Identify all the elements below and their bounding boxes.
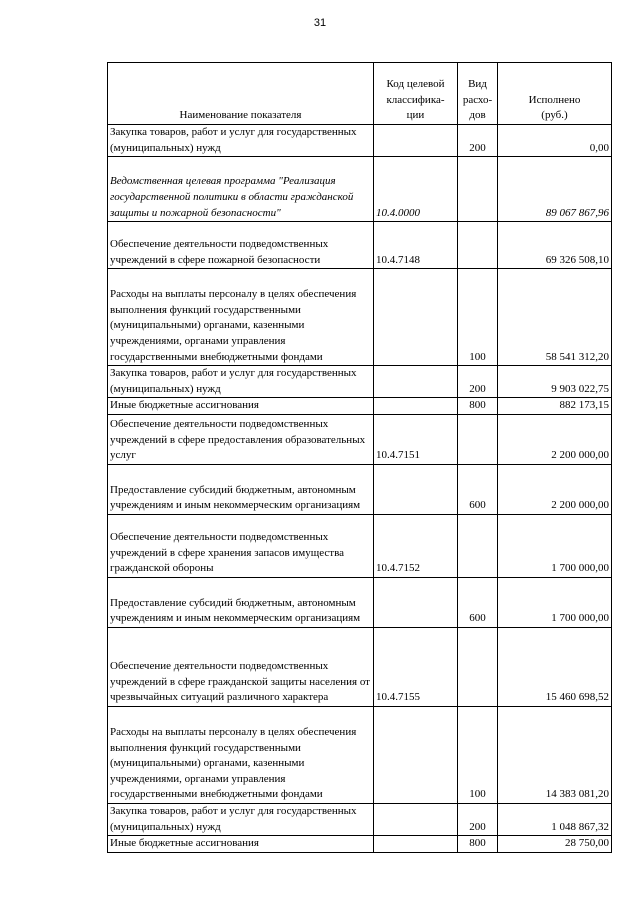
header-type-line2: расхо-	[462, 93, 493, 106]
table-row	[108, 414, 612, 464]
row-type-cell	[458, 514, 498, 577]
header-amount	[498, 63, 612, 125]
row-type-cell	[458, 222, 498, 269]
row-type-cell	[458, 157, 498, 222]
row-amount-cell: 882 173,15	[498, 398, 612, 415]
row-name-cell: Предоставление субсидий бюджетным, автономным учреждениям и иным некоммерческим организациям	[108, 577, 374, 627]
row-type-cell: 600	[458, 577, 498, 627]
row-code-cell	[374, 836, 458, 853]
page-number: 31	[313, 17, 327, 29]
row-code-cell: 10.4.7148	[374, 222, 458, 269]
row-type-cell: 200	[458, 125, 498, 157]
budget-table	[107, 62, 612, 853]
row-code-cell: 10.4.7155	[374, 627, 458, 706]
header-code-line1: Код целевой	[386, 78, 445, 91]
header-code-line2: классифика-	[386, 93, 445, 106]
header-code-line3: ции	[406, 109, 425, 122]
table-row	[108, 464, 612, 514]
table-header-row	[108, 63, 612, 125]
row-amount-cell: 69 326 508,10	[498, 222, 612, 269]
table-row	[108, 706, 612, 803]
row-code-cell: 10.4.7152	[374, 514, 458, 577]
row-code-cell	[374, 269, 458, 366]
table-row	[108, 803, 612, 835]
header-code	[374, 63, 458, 125]
row-type-cell: 100	[458, 269, 498, 366]
row-name-cell: Закупка товаров, работ и услуг для государственных (муниципальных) нужд	[108, 125, 374, 157]
row-code-cell	[374, 803, 458, 835]
table-row	[108, 577, 612, 627]
header-amount-line1: Исполнено	[528, 93, 581, 106]
row-name-cell: Закупка товаров, работ и услуг для государственных (муниципальных) нужд	[108, 366, 374, 398]
row-code-cell	[374, 398, 458, 415]
table-row	[108, 157, 612, 222]
header-name-text: Наименование показателя	[179, 109, 302, 122]
row-name-cell: Обеспечение деятельности подведомственных учреждений в сфере хранения запасов имущества гражданской обороны	[108, 514, 374, 577]
row-code-cell	[374, 125, 458, 157]
row-amount-cell: 9 903 022,75	[498, 366, 612, 398]
row-amount-cell: 15 460 698,52	[498, 627, 612, 706]
row-type-cell: 100	[458, 706, 498, 803]
row-type-cell: 600	[458, 464, 498, 514]
row-name-cell: Предоставление субсидий бюджетным, автономным учреждениям и иным некоммерческим организациям	[108, 464, 374, 514]
row-type-cell: 200	[458, 803, 498, 835]
row-amount-cell: 28 750,00	[498, 836, 612, 853]
row-amount-cell: 1 048 867,32	[498, 803, 612, 835]
table-body	[108, 125, 612, 853]
row-code-cell	[374, 366, 458, 398]
row-amount-cell: 1 700 000,00	[498, 514, 612, 577]
row-type-cell	[458, 627, 498, 706]
row-name-cell: Закупка товаров, работ и услуг для государственных (муниципальных) нужд	[108, 803, 374, 835]
header-type	[458, 63, 498, 125]
row-type-cell: 200	[458, 366, 498, 398]
row-amount-cell: 2 200 000,00	[498, 414, 612, 464]
row-amount-cell: 14 383 081,20	[498, 706, 612, 803]
row-amount-cell: 1 700 000,00	[498, 577, 612, 627]
table-row	[108, 366, 612, 398]
row-code-cell: 10.4.0000	[374, 157, 458, 222]
row-name-cell: Обеспечение деятельности подведомственных учреждений в сфере пожарной безопасности	[108, 222, 374, 269]
header-amount-line2: (руб.)	[541, 109, 568, 122]
table-row	[108, 269, 612, 366]
row-name-cell: Обеспечение деятельности подведомственных учреждений в сфере гражданской защиты населения от чрезвычайных ситуаций различного характера	[108, 627, 374, 706]
header-name	[108, 63, 374, 125]
row-amount-cell: 89 067 867,96	[498, 157, 612, 222]
header-type-line3: дов	[469, 109, 486, 122]
row-type-cell: 800	[458, 398, 498, 415]
row-name-cell: Иные бюджетные ассигнования	[108, 836, 374, 853]
row-code-cell	[374, 577, 458, 627]
table-row	[108, 836, 612, 853]
row-code-cell	[374, 464, 458, 514]
row-name-cell: Расходы на выплаты персоналу в целях обеспечения выполнения функций государственными (муниципальными) органами, казенными учреждениями, органами управления государственными внебюджетными фондами	[108, 269, 374, 366]
row-name-cell: Ведомственная целевая программа "Реализация государственной политики в области гражданской защиты и пожарной безопасности"	[108, 157, 374, 222]
row-name-cell: Расходы на выплаты персоналу в целях обеспечения выполнения функций государственными (муниципальными) органами, казенными учреждениями, органами управления государственными внебюджетными фондами	[108, 706, 374, 803]
row-type-cell: 800	[458, 836, 498, 853]
table-row	[108, 627, 612, 706]
row-amount-cell: 2 200 000,00	[498, 464, 612, 514]
table-row	[108, 222, 612, 269]
row-name-cell: Иные бюджетные ассигнования	[108, 398, 374, 415]
row-amount-cell: 0,00	[498, 125, 612, 157]
table-row	[108, 514, 612, 577]
row-name-cell: Обеспечение деятельности подведомственных учреждений в сфере предоставления образовательных услуг	[108, 414, 374, 464]
header-type-line1: Вид	[468, 78, 487, 91]
row-amount-cell: 58 541 312,20	[498, 269, 612, 366]
table-row	[108, 125, 612, 157]
row-code-cell	[374, 706, 458, 803]
table-row	[108, 398, 612, 415]
row-code-cell: 10.4.7151	[374, 414, 458, 464]
row-type-cell	[458, 414, 498, 464]
